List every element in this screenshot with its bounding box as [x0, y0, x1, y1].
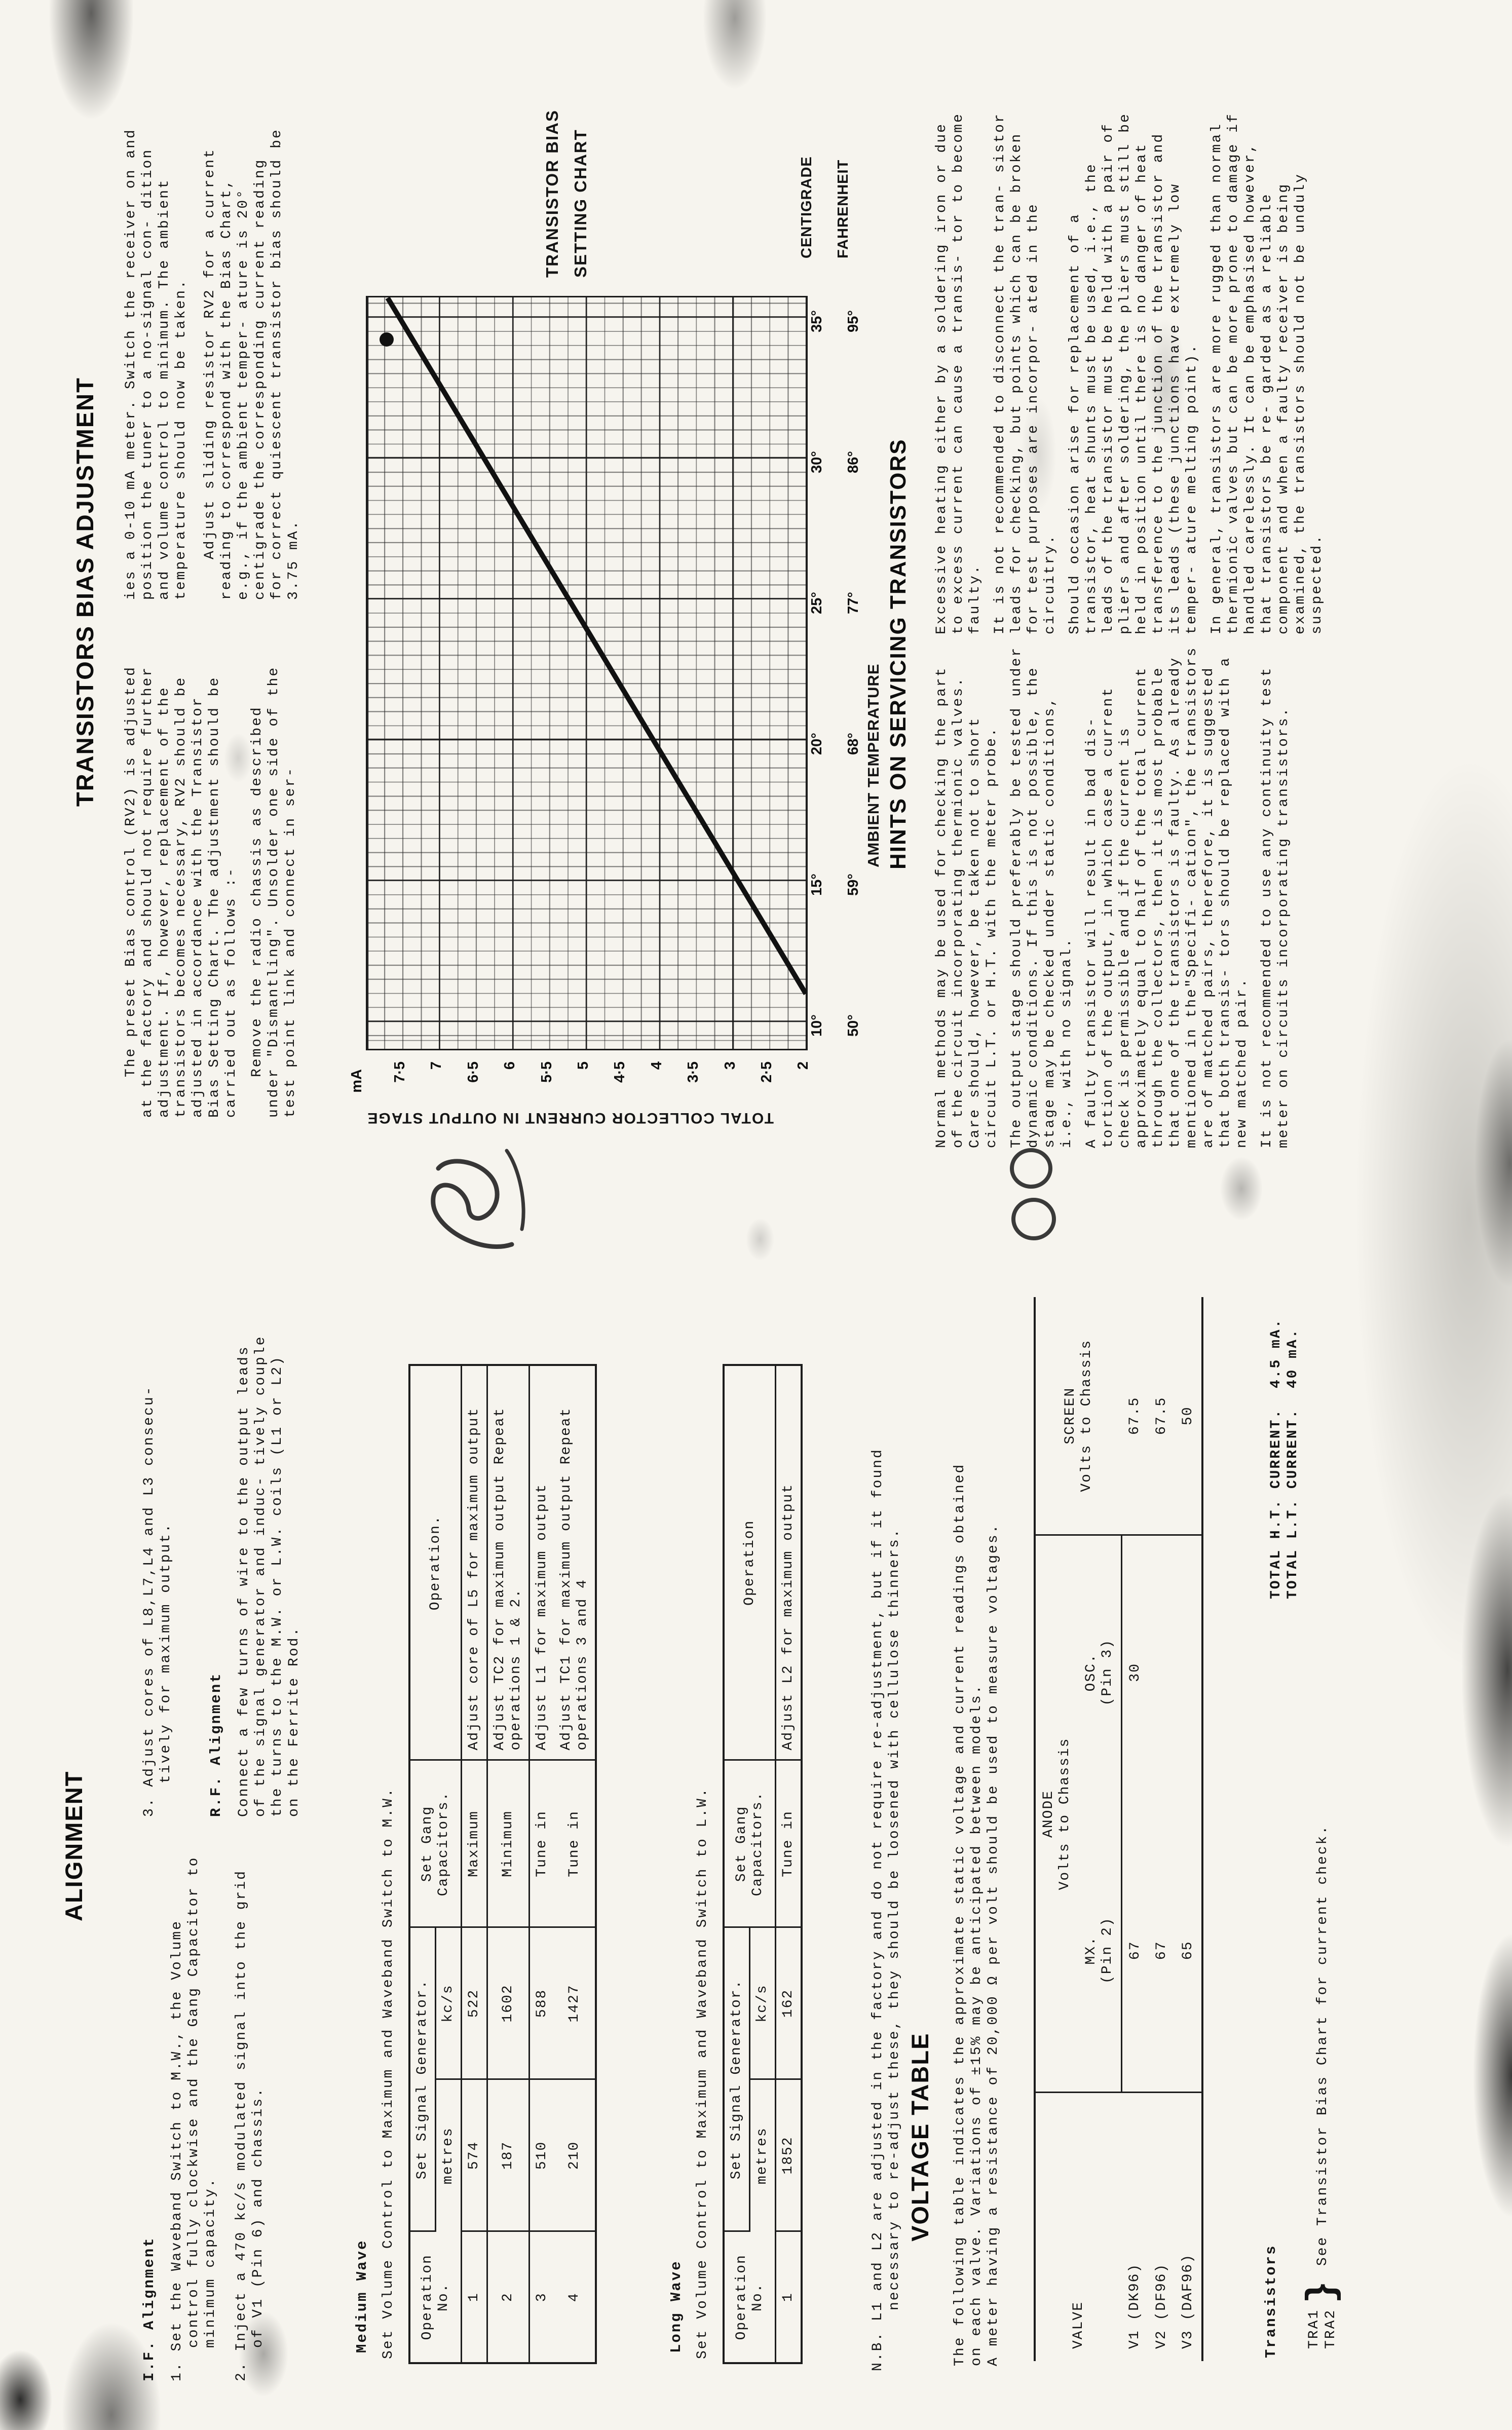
hints-col1-p1: Normal methods may be used for checking the part of the circuit incorporating thermionic valves. Care should, however, be taken not to short circuit L.T. or H.T. with the meter probe.	[934, 666, 1000, 1148]
rf-alignment-para: Connect a few turns of wire to the output leads of the signal generator and induc- tively couple the turns to the M.W. or L.W. coils (L1 or L2) on the Ferrite Rod.	[236, 1335, 302, 1817]
table-row	[530, 1365, 555, 2363]
medium-wave-label: Medium Wave	[354, 2239, 370, 2353]
nb-note	[870, 1409, 903, 2371]
hints-col2-p4: In general, transistors are more rugged than normal thermionic valves but can be more prone to damage if handled carelessly. It can be emphasised however, that transistors be re- garded as a reliable component and when a faulty receiver is being examined, the transistors should not be unduly suspected.	[1209, 112, 1325, 634]
long-wave-subtitle: Set Volume Control to Maximum and Waveband Switch to L.W.	[695, 1787, 710, 2359]
tick-label: 10°	[809, 1014, 825, 1037]
mw-r4-gang: Tune in	[554, 1760, 596, 1927]
mw-r4-no: 4	[566, 2292, 582, 2302]
voltage-intro	[952, 1302, 1002, 2366]
lw-r1-op: Adjust L2 for maximum output	[776, 1365, 802, 1760]
chart-title-line2: SETTING CHART	[571, 129, 590, 278]
vt-r1-mx: 67	[1127, 1941, 1143, 1960]
tick-label: 86°	[845, 451, 861, 473]
mw-r3-op: Adjust L1 for maximum output	[530, 1365, 555, 1760]
lw-col-operation: Operation	[724, 1365, 776, 1760]
vt-sub-osc	[1078, 1535, 1122, 1809]
table-row	[776, 1365, 802, 2363]
bias-col1-p1: The preset Bias control (RV2) is adjusted at the factory and should not require further adjustment. If, however, replacement of the transistors becomes necessary, RV2 should be adjusted in accordance with the Transistor Bias Setting Chart. The adjustment should be carried out as follows :-	[123, 666, 239, 1118]
mw-r3-no: 3	[530, 2231, 555, 2363]
hints-col2-p3: Should occasion arise for replacement of a transistor, heat shunts must be used, i.e., the leads of the transistor must be held with a pair of pliers and after soldering, the pliers must still be held in position until there is no danger of heat transference to the junction of the transistor and its leads (these junctions have extremely low temper- ature melting point).	[1067, 112, 1200, 634]
tick-label: 68°	[845, 733, 861, 755]
tick-label: 95°	[845, 310, 861, 332]
chart-grid	[366, 296, 808, 1050]
mw-r1-op: Adjust core of L5 for maximum output	[462, 1365, 487, 1760]
vt-sub-mx	[1078, 1809, 1122, 2093]
medium-wave-table	[408, 1364, 597, 2364]
centigrade-caption: CENTIGRADE	[799, 156, 815, 258]
vt-anode-volts: Volts to Chassis	[1057, 1737, 1073, 1890]
tick-label: 6	[502, 1061, 518, 1070]
total-lt-label: TOTAL L.T. CURRENT.	[1285, 1408, 1301, 1599]
bias-col2	[123, 126, 309, 600]
tick-label: 3·5	[685, 1061, 702, 1083]
lw-r1-metres: 1852	[776, 2079, 802, 2231]
hints-col1	[933, 641, 1299, 1148]
mw-r2-kcs: 1602	[487, 1927, 530, 2079]
table-row	[1175, 1297, 1202, 2361]
hints-col2-p2: It is not recommended to disconnect the tran- sistor leads for checking, but points which can be broken for test purposes are incorpor- ated in the circuitry.	[992, 112, 1058, 634]
tick-label: 5·5	[538, 1061, 555, 1083]
vt-mx-pin: (Pin 2)	[1100, 1917, 1115, 1984]
rf-alignment-title: R.F. Alignment	[208, 1672, 224, 1817]
vt-r3-mx: 65	[1180, 1941, 1196, 1960]
tick-label: 15°	[809, 874, 825, 896]
lw-col-gang: Set Gang Capacitors.	[724, 1760, 776, 1927]
voltage-table	[1034, 1297, 1203, 2361]
brace-glyph: }	[1301, 2279, 1344, 2304]
nb-note-line1: N.B. L1 and L2 are adjusted in the factory and do not require re-adjustment, but if it found	[870, 1448, 886, 2371]
if-item-2: 2. Inject a 470 kc/s modulated signal into the grid of V1 (Pin 6) and chassis.	[234, 1870, 266, 2381]
tick-label: 6·5	[465, 1061, 481, 1083]
hints-col1-p4: It is not recommended to use any continuity test meter on circuits incorporating transistors.	[1259, 666, 1292, 1148]
fahrenheit-caption: FAHRENHEIT	[835, 159, 851, 258]
if-alignment-title: I.F. Alignment	[141, 2236, 158, 2381]
medium-wave-subtitle: Set Volume Control to Maximum and Waveband Switch to M.W.	[381, 1787, 396, 2359]
tick-label: 7·5	[392, 1061, 408, 1083]
tick-label: 7	[428, 1061, 445, 1070]
tick-label: 50°	[845, 1014, 861, 1037]
lw-r1-no: 1	[776, 2231, 802, 2363]
mw-col-metres: metres	[436, 2079, 462, 2231]
tick-label: 3	[722, 1061, 738, 1070]
vt-osc-pin: (Pin 3)	[1100, 1639, 1115, 1706]
scan-ring-marks	[1006, 1133, 1062, 1244]
mw-r2-gang: Minimum	[487, 1760, 530, 1927]
table-row	[1149, 1297, 1175, 2361]
totals-block	[1268, 1318, 1301, 1600]
table-row	[1122, 1297, 1149, 2361]
vt-col-anode	[1035, 1535, 1078, 2093]
lw-r1-gang: Tune in	[776, 1760, 802, 1927]
tick-label: 59°	[845, 874, 861, 896]
tick-label: 30°	[809, 451, 825, 473]
tick-label: 20°	[809, 733, 825, 755]
hints-col2-p1: Excessive heating either by a soldering iron or due to excess current can cause a transis- tor to become faulty.	[934, 112, 983, 634]
tick-label: 77°	[845, 592, 861, 614]
vt-col-valve: VALVE	[1035, 2093, 1122, 2361]
vt-r2-osc	[1149, 1535, 1175, 1809]
voltage-intro-line2: on each valve. Variations of ±15% may be anticipated between models.	[969, 1684, 985, 2366]
long-wave-table	[723, 1364, 803, 2364]
total-ht-value: 4.5 mA.	[1268, 1318, 1284, 1389]
mw-r4-kcs: 1427	[554, 1927, 596, 2079]
vt-r3-screen: 50	[1180, 1406, 1196, 1426]
transistors-note-text: See Transistor Bias Chart for current check.	[1314, 1824, 1331, 2266]
mw-r1-kcs: 522	[462, 1927, 487, 2079]
if-item-1: 1. Set the Waveband Switch to M.W., the Volume control fully clockwise and the Gang Capacitor to minimum capacity.	[169, 1856, 218, 2381]
mw-col-gang: Set Gang Capacitors.	[409, 1760, 462, 1927]
x-axis-title: AMBIENT TEMPERATURE	[864, 663, 882, 867]
mw-r4-op: Adjust TC1 for maximum output Repeat operations 3 and 4	[554, 1365, 596, 1760]
hints-col1-p3: A faulty transistor will result in bad dis- tortion of the output, in which case a current check is permissible and if the current is approximately equal to half of the total current through the collectors, then it is most probable that one of the transistors is faulty. As already mentioned in the"Specifi- cation", the transistors are of matched pairs, therefore, it is suggested that both transis- tors should be replaced with a new matched pair.	[1084, 646, 1250, 1148]
long-wave-label: Long Wave	[668, 2260, 685, 2353]
hints-heading: HINTS ON SERVICING TRANSISTORS	[886, 438, 911, 869]
mw-r4-metres: 210	[554, 2079, 596, 2231]
mw-r2-no: 2	[487, 2231, 530, 2363]
vt-anode-title: ANODE	[1041, 1790, 1056, 1838]
tick-label: 4·5	[612, 1061, 628, 1083]
vt-r2-screen: 67.5	[1154, 1396, 1169, 1435]
if-item-3: 3. Adjust cores of L8,L7,L4 and L3 consecu- tively for maximum output.	[141, 1385, 174, 1817]
table-row	[554, 1365, 596, 2363]
mw-col-kcs: kc/s	[436, 1927, 462, 2079]
vt-r3-valve: V3 (DAF96)	[1175, 2093, 1202, 2361]
tick-label: 4	[648, 1061, 665, 1070]
lw-r1-kcs: 162	[776, 1927, 802, 2079]
lw-col-generator: Set Signal Generator.	[724, 1927, 750, 2231]
bias-col1	[123, 654, 306, 1118]
if-alignment-block	[141, 1844, 274, 2381]
vt-r1-valve: V1 (DK96)	[1122, 2093, 1149, 2361]
mw-r1-gang: Maximum	[462, 1760, 487, 1927]
mw-r2-metres: 187	[487, 2079, 530, 2231]
vt-r1-osc: 30	[1122, 1535, 1149, 1809]
chart-line-layer	[367, 297, 806, 1049]
tick-label: 2	[795, 1061, 812, 1070]
bias-line	[388, 298, 806, 994]
vt-screen-volts: Volts to Chassis	[1078, 1339, 1094, 1492]
vt-r2-valve: V2 (DF96)	[1149, 2093, 1175, 2361]
voltage-intro-line1: The following table indicates the approximate static voltage and current readings obtained	[952, 1463, 968, 2366]
ink-blob	[380, 332, 394, 347]
lw-col-metres: metres	[750, 2079, 776, 2231]
mw-col-operation: Operation.	[409, 1365, 462, 1760]
bias-heading: TRANSISTORS BIAS ADJUSTMENT	[71, 377, 98, 807]
lw-col-kcs: kc/s	[750, 1927, 776, 2079]
mw-col-opno: Operation No.	[409, 2231, 462, 2363]
mw-r3-metres: 510	[530, 2079, 555, 2231]
chart-title-line1: TRANSISTOR BIAS	[543, 109, 561, 278]
table-row	[487, 1365, 530, 2363]
mw-r3-kcs: 588	[530, 1927, 555, 2079]
tick-label: 5	[575, 1061, 591, 1070]
vt-r2-mx: 67	[1154, 1941, 1169, 1960]
y-axis-title: TOTAL COLLECTOR CURRENT IN OUTPUT STAGE	[366, 1110, 774, 1126]
transistors-title: Transistors	[1263, 2244, 1279, 2358]
nb-note-line2: necessary to re-adjust these, they should be loosened with cellulose thinners.	[887, 1528, 902, 2310]
hints-col2	[933, 112, 1333, 634]
tra1-label: TRA1	[1306, 2308, 1322, 2349]
vt-r1-screen: 67.5	[1127, 1396, 1143, 1435]
vt-col-screen	[1035, 1297, 1122, 1535]
vt-osc-label: OSC.	[1083, 1653, 1099, 1692]
y-unit-label: mA	[349, 1069, 365, 1093]
tick-label: 35°	[809, 310, 825, 332]
hints-col1-p2: The output stage should preferably be tested under dynamic conditions. If this is not possible, the stage may be checked under static conditions, i.e., with no signal.	[1009, 646, 1075, 1148]
bias-col2-p1: ies a 0-10 mA meter. Switch the receiver on and position the tuner to a no-signal con- dition and volume control to minimum. The ambient temperature should now be taken.	[123, 128, 189, 600]
tick-label: 2·5	[759, 1061, 775, 1083]
rf-alignment-block	[141, 1331, 310, 1817]
voltage-table-heading: VOLTAGE TABLE	[906, 2032, 933, 2242]
handwritten-scribble	[421, 1138, 532, 1260]
voltage-intro-line3: A meter having a resistance of 20,000 Ω per volt should be used to measure voltages.	[986, 1523, 1001, 2366]
vt-screen-title: SCREEN	[1062, 1387, 1078, 1445]
total-lt-value: 40 mA.	[1285, 1328, 1301, 1389]
chart-title	[538, 109, 595, 278]
tick-label: 25°	[809, 592, 825, 614]
vt-mx-label: MX.	[1083, 1936, 1099, 1965]
alignment-heading: ALIGNMENT	[60, 1770, 87, 1921]
transistors-note	[1297, 1825, 1348, 2349]
mw-col-generator: Set Signal Generator.	[409, 1927, 436, 2231]
bias-col1-p2: Remove the radio chassis as described under "Dismantling". Unsolder one side of the test point link and connect in ser-	[249, 666, 298, 1118]
mw-r3-gang: Tune in	[530, 1760, 555, 1927]
mw-r1-no: 1	[462, 2231, 487, 2363]
mw-r2-op: Adjust TC2 for maximum output Repeat operations 1 & 2.	[487, 1365, 530, 1760]
tra2-label: TRA2	[1323, 2308, 1339, 2349]
lw-col-opno: Operation No.	[724, 2231, 776, 2363]
table-row	[462, 1365, 487, 2363]
total-ht-label: TOTAL H.T. CURRENT.	[1268, 1408, 1284, 1599]
vt-r3-osc	[1175, 1535, 1202, 1809]
bias-col2-p2: Adjust sliding resistor RV2 for a current reading to correspond with the Bias Chart, e.g., if the ambient temper- ature is 20° centigrade the corresponding current reading for correct quiescent transistor bias should be 3.75 mA.	[202, 128, 301, 600]
mw-r1-metres: 574	[462, 2079, 487, 2231]
